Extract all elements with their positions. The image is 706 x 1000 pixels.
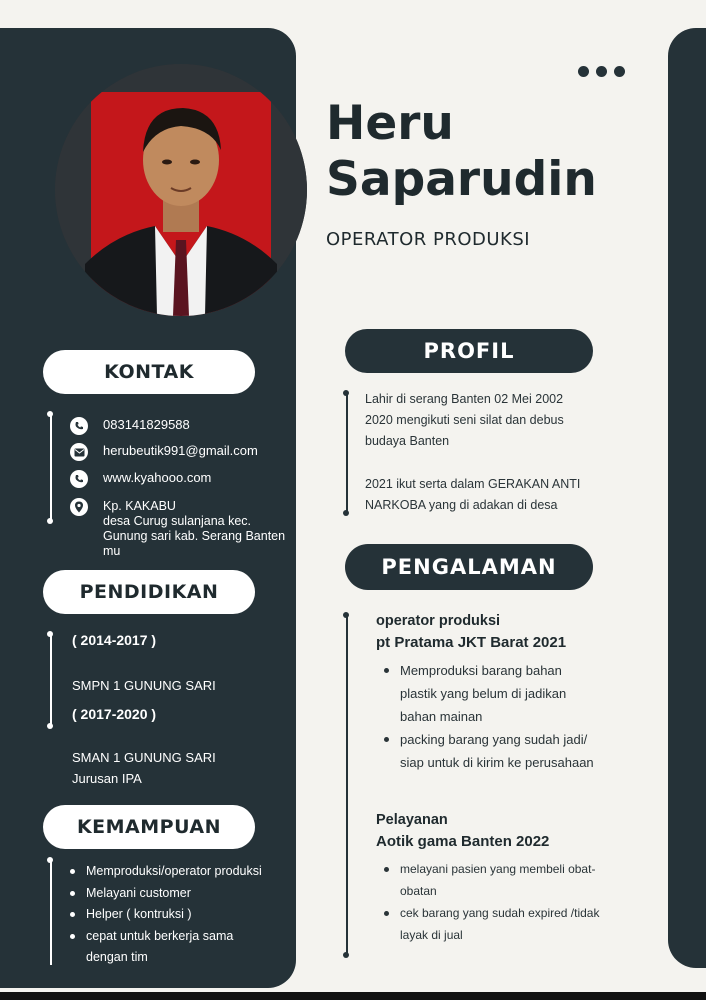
pengalaman-timeline-line <box>346 615 348 955</box>
duty-line: melayani pasien yang membeli obat- <box>400 862 596 876</box>
skills-list <box>70 861 262 969</box>
profile-photo <box>55 64 307 316</box>
profile-paragraph-2 <box>365 474 580 516</box>
list-item <box>376 728 594 774</box>
section-heading-kontak: KONTAK <box>43 350 255 394</box>
kemampuan-timeline-line <box>50 860 52 965</box>
email-address[interactable]: herubeutik991@gmail.com <box>103 443 258 458</box>
profile-line: NARKOBA yang di adakan di desa <box>365 498 558 512</box>
more-options-icon <box>578 66 625 77</box>
website-url[interactable]: www.kyahooo.com <box>103 470 212 485</box>
address-line-4: mu <box>103 544 121 558</box>
list-item <box>376 659 594 728</box>
phone-number: 083141829588 <box>103 417 190 432</box>
list-item: Helper ( kontruksi ) <box>70 904 262 926</box>
address-line-3: Gunung sari kab. Serang Banten <box>103 529 286 543</box>
profile-paragraph-1 <box>365 389 564 452</box>
timeline-dot <box>47 518 53 524</box>
contact-phone <box>70 417 190 435</box>
education-school: SMPN 1 GUNUNG SARI <box>72 678 216 693</box>
profile-line: Lahir di serang Banten 02 Mei 2002 <box>365 392 564 406</box>
timeline-dot <box>47 723 53 729</box>
name-last: Saparudin <box>326 152 597 207</box>
contact-address <box>70 498 285 559</box>
timeline-dot <box>343 612 349 618</box>
profil-timeline-line <box>346 393 348 513</box>
duty-line: bahan mainan <box>400 709 483 724</box>
pendidikan-timeline-line <box>50 634 52 726</box>
duty-line: plastik yang belum di jadikan <box>400 686 567 701</box>
contact-website <box>70 470 211 488</box>
experience-duties-list <box>376 659 594 774</box>
section-heading-profil: PROFIL <box>345 329 593 373</box>
profile-line: budaya Banten <box>365 434 450 448</box>
experience-company: Aotik gama Banten 2022 <box>376 833 550 850</box>
list-item: cepat untuk berkerja sama <box>70 926 262 948</box>
section-heading-pendidikan: PENDIDIKAN <box>43 570 255 614</box>
email-icon <box>70 443 88 461</box>
timeline-dot <box>47 857 53 863</box>
section-heading-kemampuan: KEMAMPUAN <box>43 805 255 849</box>
address-line-1: Kp. KAKABU <box>103 499 176 513</box>
timeline-dot <box>343 510 349 516</box>
address-line-2: desa Curug sulanjana kec. <box>103 514 252 528</box>
duty-line: Memproduksi barang bahan <box>400 663 562 678</box>
timeline-dot <box>343 952 349 958</box>
name-first: Heru <box>326 96 454 151</box>
experience-duties-list <box>376 858 599 946</box>
duty-line: siap untuk di kirim ke perusahaan <box>400 755 594 770</box>
education-detail: Jurusan IPA <box>72 771 142 786</box>
profile-line: 2020 mengikuti seni silat dan debus <box>365 413 564 427</box>
job-title: OPERATOR PRODUKSI <box>326 229 531 250</box>
profile-line: 2021 ikut serta dalam GERAKAN ANTI <box>365 477 581 491</box>
location-pin-icon <box>70 498 88 516</box>
list-item: Melayani customer <box>70 883 262 905</box>
bottom-border <box>0 992 706 1000</box>
duty-line: cek barang yang sudah expired /tidak <box>400 906 600 920</box>
list-item <box>376 902 599 946</box>
timeline-dot <box>47 631 53 637</box>
education-period: ( 2014-2017 ) <box>72 632 157 648</box>
list-item: Memproduksi/operator produksi <box>70 861 262 883</box>
kontak-timeline-line <box>50 414 52 522</box>
person-name <box>326 96 597 208</box>
duty-line: layak di jual <box>400 928 463 942</box>
phone-icon <box>70 417 88 435</box>
education-period: ( 2017-2020 ) <box>72 706 157 722</box>
section-heading-pengalaman: PENGALAMAN <box>345 544 593 590</box>
list-item <box>376 858 599 902</box>
timeline-dot <box>343 390 349 396</box>
experience-role: operator produksi <box>376 613 501 629</box>
duty-line: obatan <box>400 884 437 898</box>
timeline-dot <box>47 411 53 417</box>
experience-company: pt Pratama JKT Barat 2021 <box>376 634 567 651</box>
list-item: dengan tim <box>86 950 148 964</box>
experience-role: Pelayanan <box>376 812 448 828</box>
phone-icon <box>70 470 88 488</box>
education-school: SMAN 1 GUNUNG SARI <box>72 750 216 765</box>
contact-email <box>70 443 258 461</box>
right-decorative-strip <box>668 28 706 968</box>
duty-line: packing barang yang sudah jadi/ <box>400 732 588 747</box>
